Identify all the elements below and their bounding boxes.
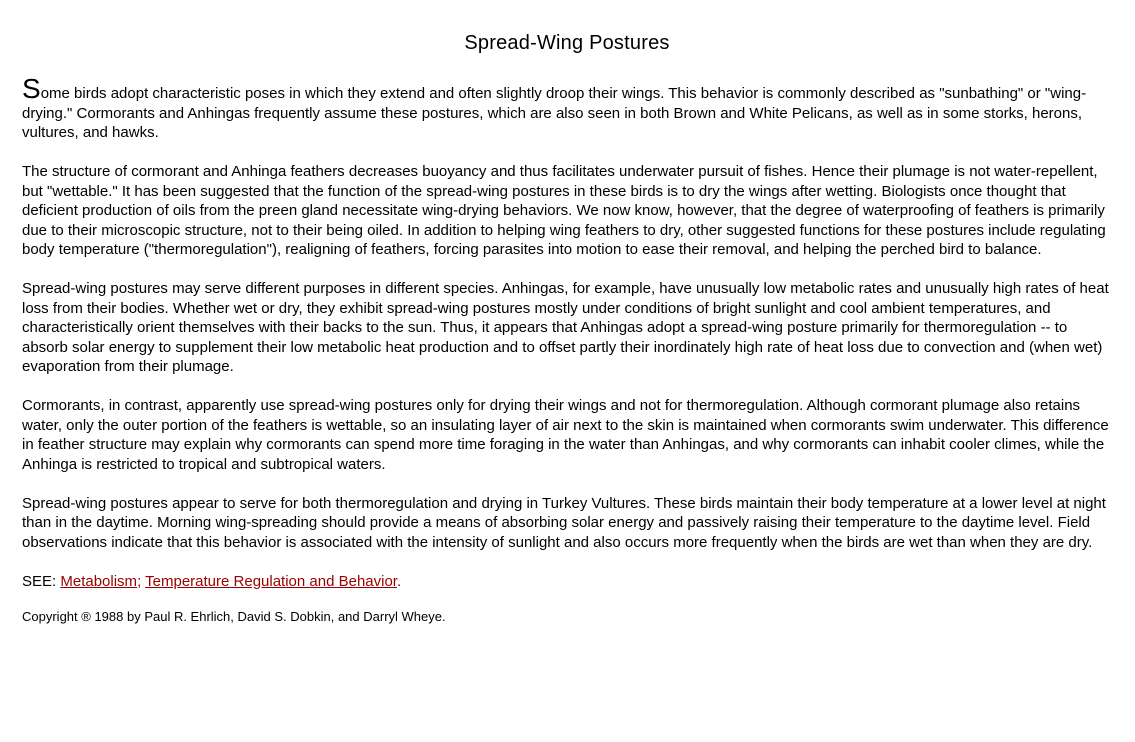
see-period: .: [396, 572, 402, 590]
see-also-line: [22, 572, 1112, 592]
copyright-notice: Copyright ® 1988 by Paul R. Ehrlich, David S. Dobkin, and Darryl Wheye.: [22, 609, 446, 624]
page-title: Spread-Wing Postures: [464, 32, 670, 54]
paragraph-turkey-vultures: Spread-wing postures appear to serve for both thermoregulation and drying in Turkey Vultures. These birds maintain their body temperature at a lower level at night than in the daytime. Morning wing-spreading should provide a means of absorbing solar energy and passively raising their temperature to the daytime level. Field observations indicate that this behavior is associated with the intensity of sunlight and also occurs more frequently when the birds are wet than when they are dry.: [22, 494, 1106, 551]
paragraph-anhinga-thermoregulation: Spread-wing postures may serve different purposes in different species. Anhingas, for example, have unusually low metabolic rates and unusually high rates of heat loss from their bodies. Whether wet or dry, they exhibit spread-wing postures mostly under conditions of bright sunlight and cool ambient temperatures, and characteristically orient themselves with their backs to the sun. Thus, it appears that Anhingas adopt a spread-wing posture primarily for thermoregulation -- to absorb solar energy to supplement their low metabolic heat production and to offset partly their inordinately high rate of heat loss due to convection and (when wet) evaporation from their plumage.: [22, 280, 1109, 375]
lead-initial-letter: S: [22, 73, 41, 104]
see-label: SEE:: [22, 572, 61, 590]
paragraph-feather-structure: The structure of cormorant and Anhinga feathers decreases buoyancy and thus facilitates underwater pursuit of fishes. Hence their plumage is not water-repellent, but "wettable." It has been suggested that the function of the spread-wing postures in these birds is to dry the wings after wetting. Biologists once thought that deficient production of oils from the preen gland necessitate wing-drying behaviors. We now know, however, that the degree of waterproofing of feathers is primarily due to their microscopic structure, not to their being oiled. In addition to helping wing feathers to dry, other suggested functions for these postures include regulating body temperature ("thermoregulation"), realigning of feathers, forcing parasites into motion to ease their removal, and helping the perched bird to balance.: [22, 163, 1106, 258]
metabolism-link[interactable]: Metabolism: [60, 572, 138, 590]
paragraph-intro-text: ome birds adopt characteristic poses in which they extend and often slightly droop their wings. This behavior is commonly described as "sunbathing" or "wing-drying." Cormorants and Anhingas frequently assume these postures, which are also seen in both Brown and White Pelicans, as well as in some storks, herons, vultures, and hawks.: [22, 85, 1087, 141]
see-separator: ;: [137, 572, 146, 590]
paragraph-cormorants-contrast: Cormorants, in contrast, apparently use spread-wing postures only for drying their wings and not for thermoregulation. Although cormorant plumage also retains water, only the outer portion of the feathers is wettable, so an insulating layer of air next to the skin is maintained when cormorants swim underwater. This difference in feather structure may explain why cormorants can spend more time foraging in the water than Anhingas, and why cormorants can inhabit cooler climes, while the Anhinga is restricted to tropical and subtropical waters.: [22, 397, 1109, 473]
paragraph-intro: [22, 73, 1112, 143]
temperature-regulation-link[interactable]: Temperature Regulation and Behavior: [145, 572, 397, 590]
